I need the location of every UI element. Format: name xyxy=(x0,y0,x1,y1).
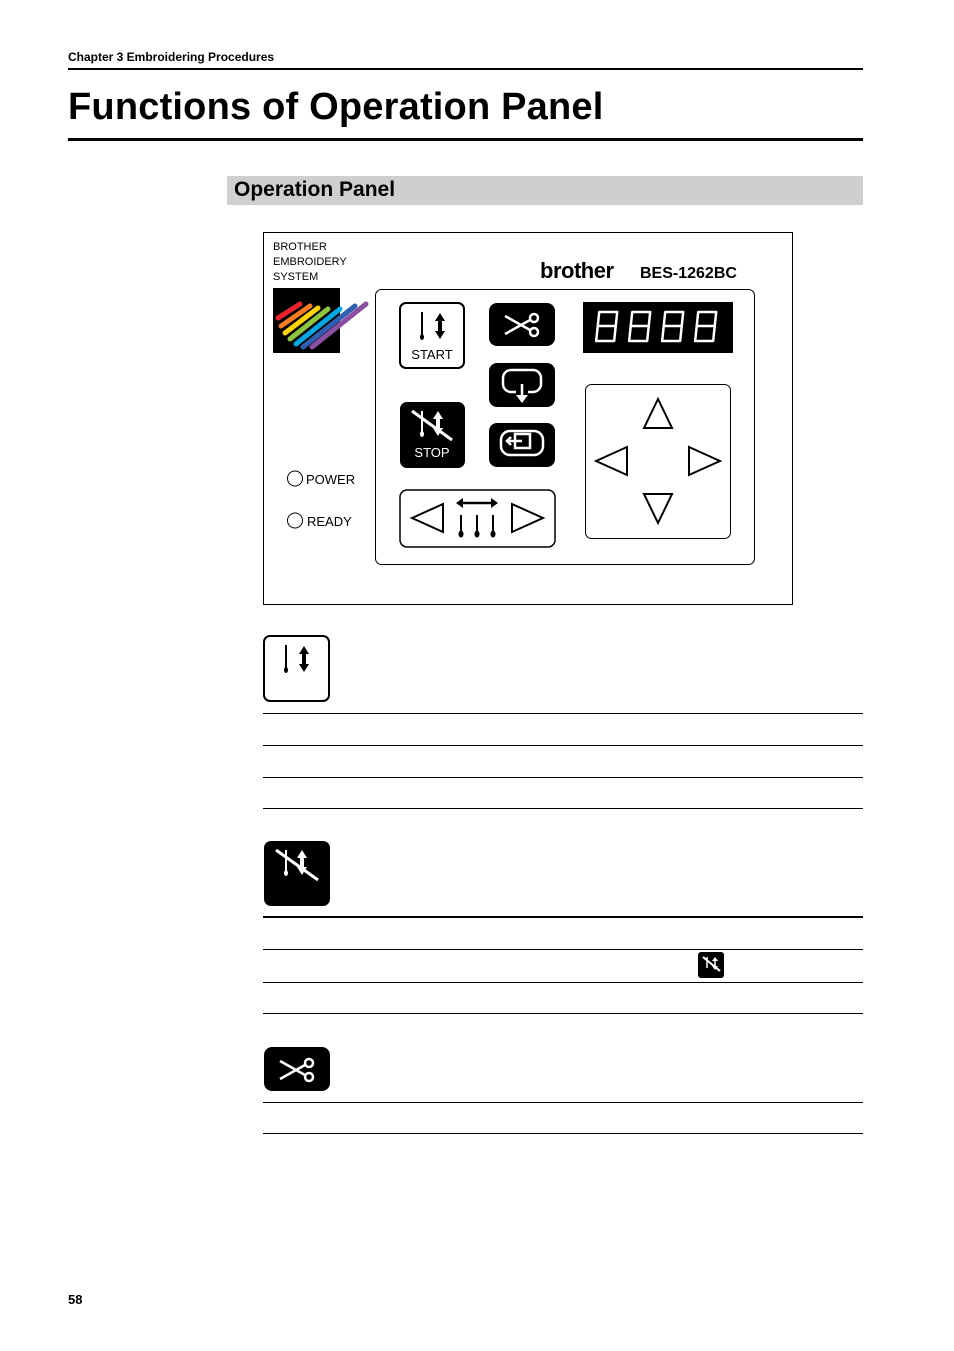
section-title: Operation Panel xyxy=(234,178,396,201)
thread-trim-illustration xyxy=(264,1047,330,1091)
table-rule xyxy=(263,1133,863,1134)
digital-display xyxy=(583,302,733,353)
table-rule xyxy=(263,808,863,809)
embroidery-logo-icon xyxy=(273,288,366,353)
arrow-pad[interactable] xyxy=(586,385,731,539)
table-rule xyxy=(263,745,863,746)
table-rule xyxy=(263,713,863,714)
start-button[interactable] xyxy=(400,303,464,368)
display-digits: 8888 xyxy=(0,0,3,1)
power-indicator xyxy=(288,471,356,487)
system-label-line3: SYSTEM xyxy=(273,271,319,283)
stop-inline-icon xyxy=(698,952,724,978)
system-label-line1: BROTHER xyxy=(273,241,327,253)
ready-indicator xyxy=(288,513,353,529)
table-rule xyxy=(263,949,863,950)
table-rule xyxy=(263,916,863,918)
power-label: POWER xyxy=(306,472,356,487)
needle-select-button[interactable] xyxy=(400,490,555,547)
start-button-illustration xyxy=(264,636,329,701)
stop-button[interactable] xyxy=(400,402,465,468)
table-rule xyxy=(263,982,863,983)
chapter-heading: Chapter 3 Embroidering Procedures xyxy=(68,50,275,64)
thread-trim-button[interactable] xyxy=(489,303,555,346)
system-label-line2: EMBROIDERY xyxy=(273,256,347,268)
start-label: START xyxy=(411,347,453,362)
page-title: Functions of Operation Panel xyxy=(68,86,604,128)
table-rule xyxy=(263,1102,863,1103)
page-number: 58 xyxy=(68,1292,83,1307)
brand-logo: brother xyxy=(540,258,614,283)
stop-button-illustration xyxy=(264,841,330,906)
model-label: BES-1262BC xyxy=(640,265,737,282)
frame-back-button[interactable] xyxy=(489,423,555,467)
return-button[interactable] xyxy=(489,363,555,407)
stop-label: STOP xyxy=(414,445,450,460)
ready-label: READY xyxy=(307,514,352,529)
table-rule xyxy=(263,1013,863,1014)
table-rule xyxy=(263,777,863,778)
